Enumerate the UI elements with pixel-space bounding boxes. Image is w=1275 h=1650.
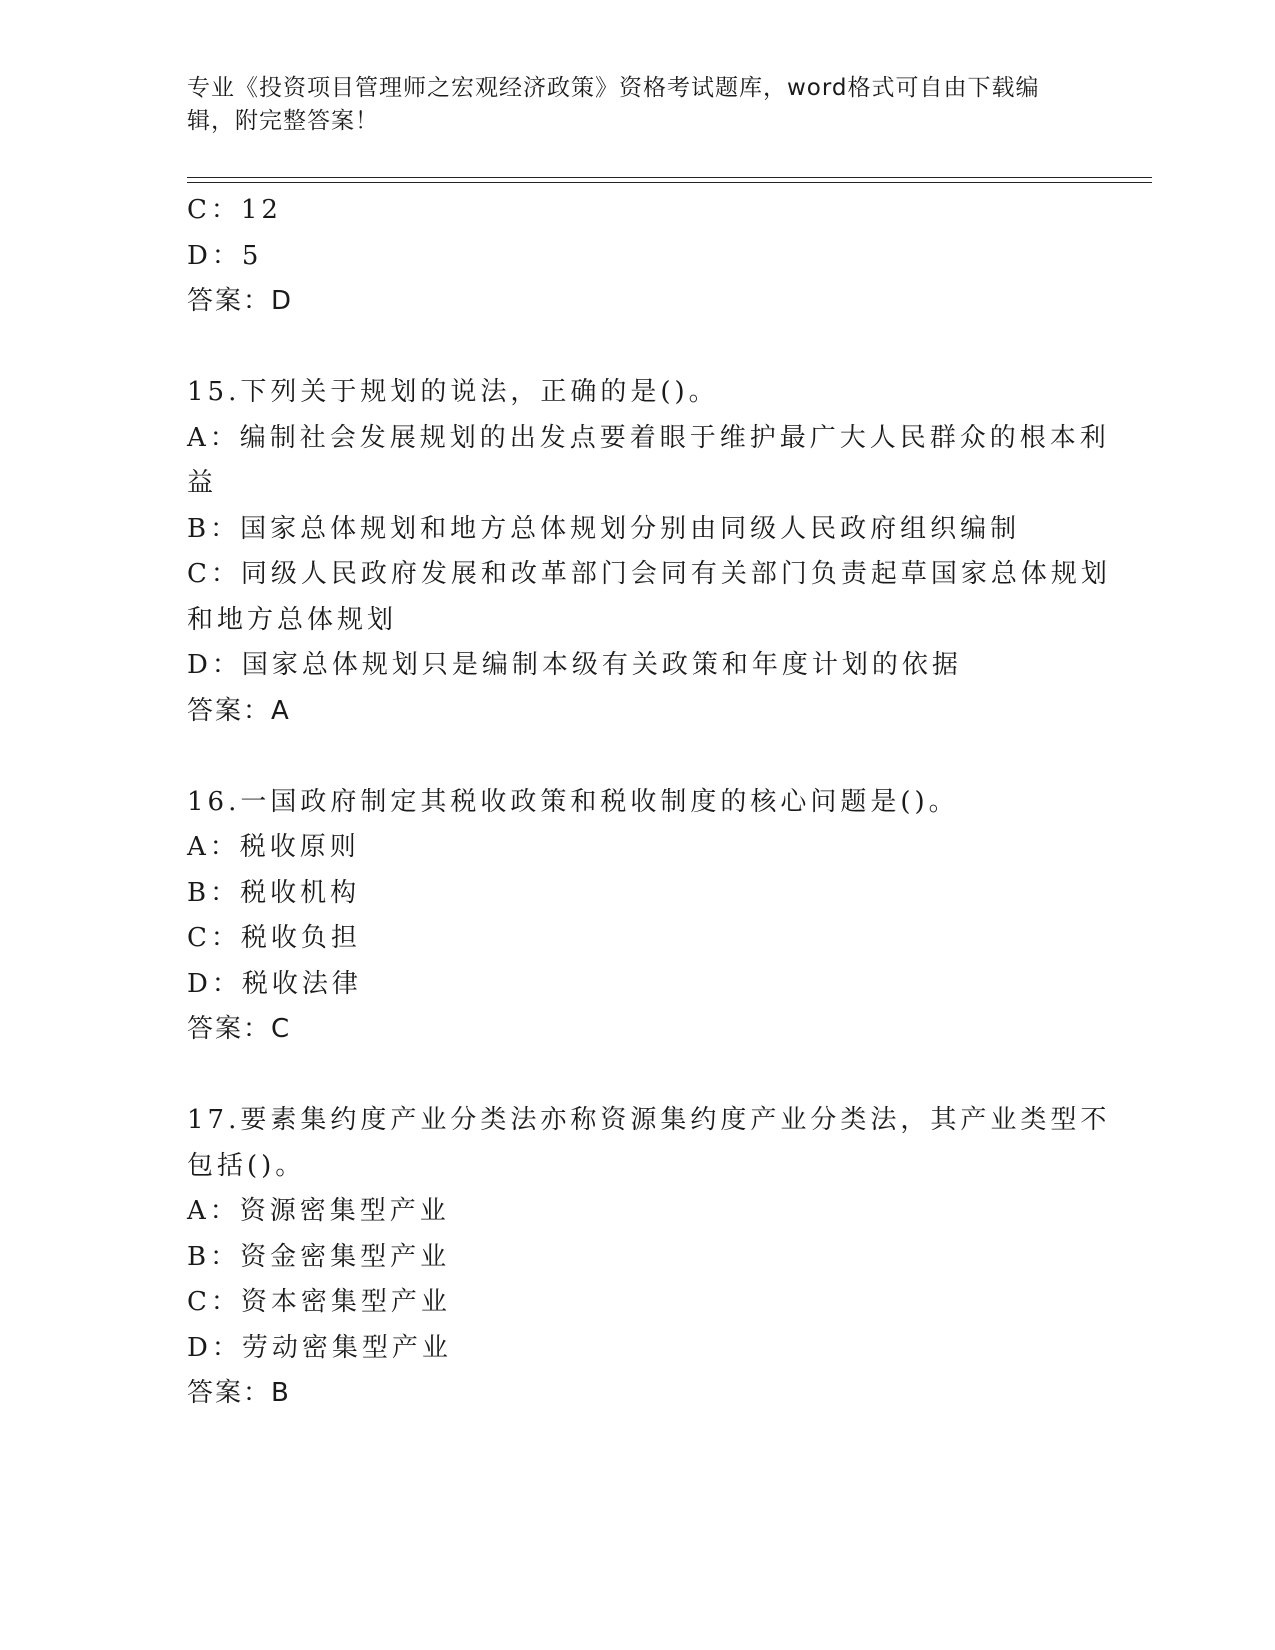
question-list [187,188,1111,1417]
option-d: D：税收法律 [187,968,362,999]
document-header [187,72,1067,138]
option-c: C：资本密集型产业 [187,1287,451,1317]
option-d: D：5 [187,240,263,271]
answer-line: 答案：B [187,1378,291,1408]
option-d: D：国家总体规划只是编制本级有关政策和年度计划的依据 [187,650,962,680]
option-b: B：资金密集型产业 [187,1241,451,1272]
option-c-line-2: 和地方总体规划 [187,604,398,635]
question-stem: 15.下列关于规划的说法，正确的是()。 [187,377,719,407]
question-stem-line-2: 包括()。 [187,1150,306,1181]
option-a: A：资源密集型产业 [187,1196,450,1226]
question-14-tail [187,188,1077,325]
spacer [187,734,1077,780]
spacer [187,1053,1077,1099]
option-c: C：税收负担 [187,923,361,953]
header-line-1: 专业《投资项目管理师之宏观经济政策》资格考试题库，word格式可自由下载编 [187,75,1040,101]
option-a-line-2: 益 [187,468,218,498]
option-c: C：12 [187,195,282,225]
answer-line: 答案：D [187,286,294,316]
question-stem: 16.一国政府制定其税收政策和税收制度的核心问题是()。 [187,786,959,817]
option-b: B：国家总体规划和地方总体规划分别由同级人民政府组织编制 [187,513,1021,544]
header-line-2: 辑，附完整答案！ [187,108,379,134]
header-divider-bottom [187,182,1152,183]
question-15 [187,370,1111,734]
header-divider-top [187,177,1152,178]
option-c-line-1: C：同级人民政府发展和改革部门会同有关部门负责起草国家总体规划 [187,559,1111,589]
question-stem-line-1: 17.要素集约度产业分类法亦称资源集约度产业分类法，其产业类型不 [187,1105,1111,1135]
answer-line: 答案：C [187,1014,292,1044]
question-17 [187,1098,1111,1417]
option-d: D：劳动密集型产业 [187,1332,452,1363]
option-b: B：税收机构 [187,877,361,908]
answer-line: 答案：A [187,695,291,726]
question-16 [187,780,1077,1053]
option-a-line-1: A：编制社会发展规划的出发点要着眼于维护最广大人民群众的根本利 [187,422,1110,453]
option-a: A：税收原则 [187,832,360,862]
spacer [187,325,1077,371]
